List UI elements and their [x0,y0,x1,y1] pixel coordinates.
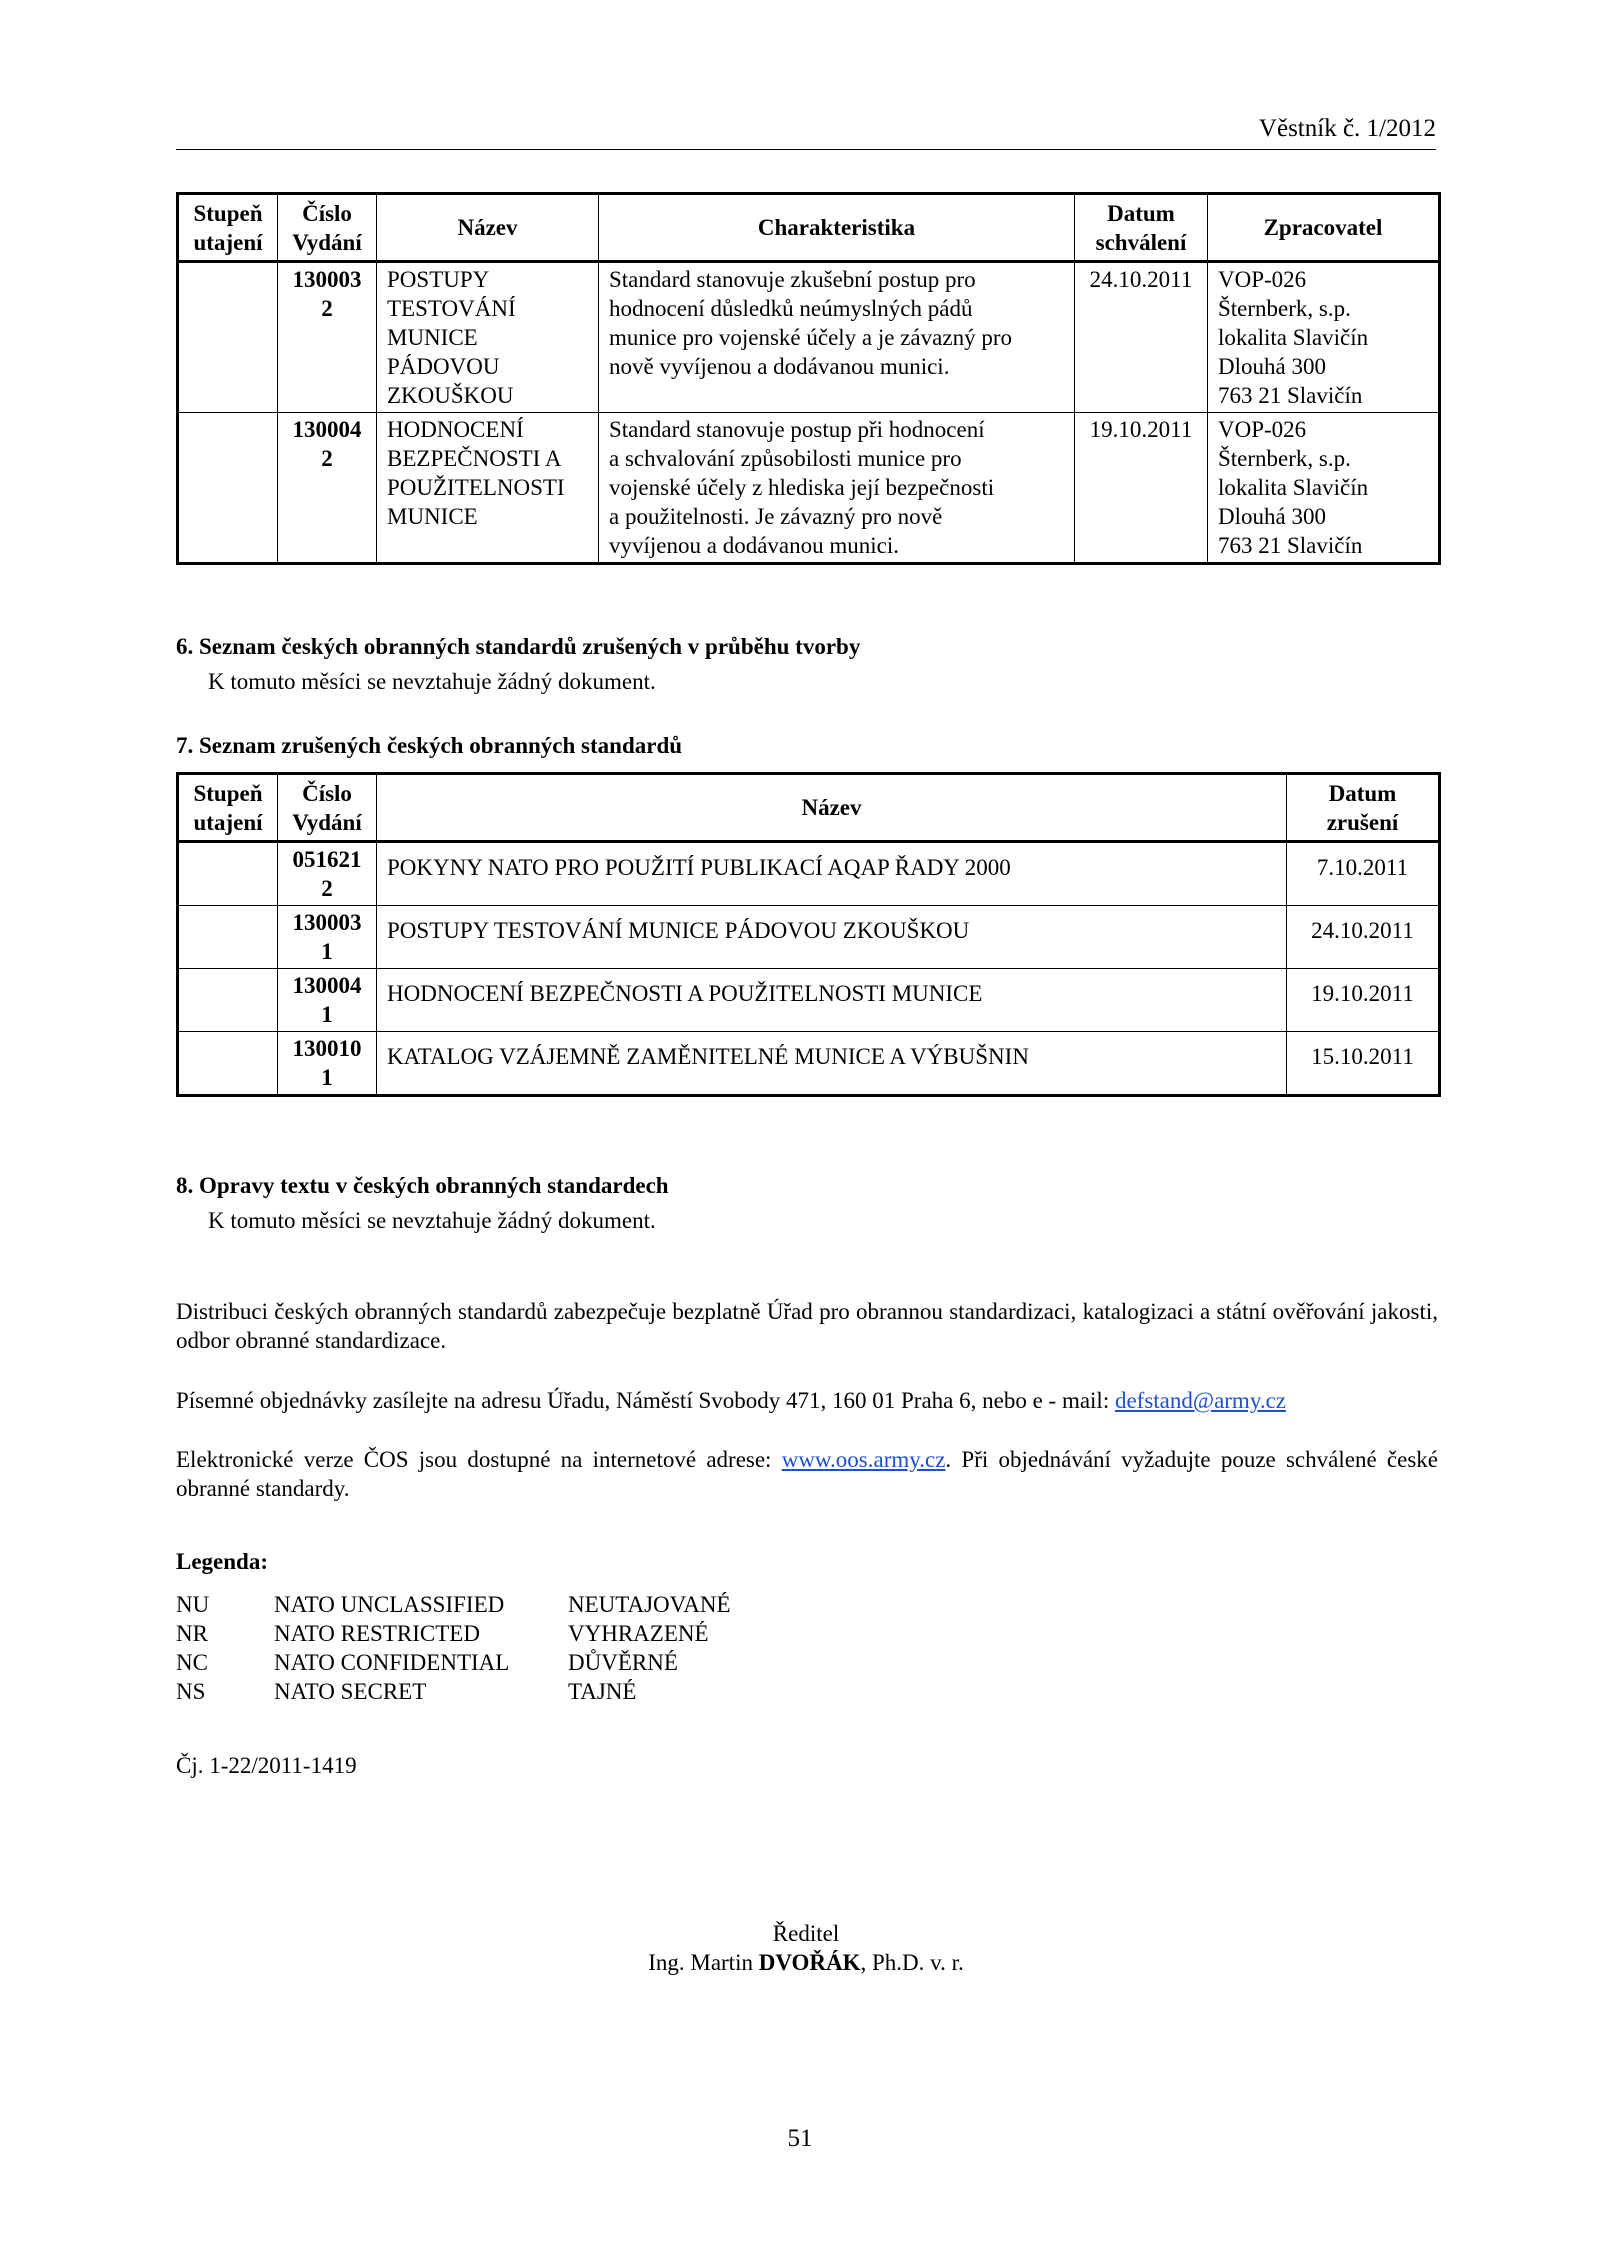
journal-title: Věstník č. 1/2012 [1258,115,1436,142]
table-row [178,906,1440,969]
website-link[interactable]: www.oos.army.cz [781,1447,946,1472]
legend-row [176,1648,731,1677]
cell-nazev [377,262,599,413]
legend-table [176,1590,731,1706]
legend-czech: NEUTAJOVANÉ [568,1592,731,1617]
nazev-line: POUŽITELNOSTI [387,475,565,500]
cell-datum-zruseni: 15.10.2011 [1287,1032,1440,1096]
section-6-title: 6. Seznam českých obranných standardů zrušených v průběhu tvorby [176,634,861,659]
cell-datum: 19.10.2011 [1075,413,1208,564]
edition-number: 1 [321,939,333,964]
table-header-row [178,194,1440,262]
table-row [178,1032,1440,1096]
cell-cislo [278,1032,377,1096]
table-header-row [178,774,1440,842]
signature-surname: DVOŘÁK [758,1950,861,1975]
zpracovatel-line: VOP-026 [1218,417,1307,442]
section-8-title: 8. Opravy textu v českých obranných standardech [176,1173,669,1198]
cell-stupen [178,969,278,1032]
section-6-note: K tomuto měsíci se nevztahuje žádný dokument. [208,669,656,694]
legend-title: Legenda: [176,1549,268,1574]
legend-code: NC [176,1650,208,1675]
zpracovatel-line: 763 21 Slavičín [1218,533,1363,558]
signature-name [176,1948,1436,1977]
table-row [178,969,1440,1032]
charakteristika-line: a schvalování způsobilosti munice pro [609,446,962,471]
cancelled-standards-table [176,772,1441,1097]
charakteristika-line: a použitelnosti. Je závazný pro nově [609,504,943,529]
nazev-line: TESTOVÁNÍ [387,296,516,321]
standard-number: 130004 [292,417,362,442]
cell-datum: 24.10.2011 [1075,262,1208,413]
nazev-line: HODNOCENÍ [387,417,524,442]
legend-english: NATO RESTRICTED [274,1621,480,1646]
cell-nazev [377,413,599,564]
zpracovatel-line: Dlouhá 300 [1218,504,1326,529]
cell-charakteristika [599,413,1075,564]
table-row [178,842,1440,906]
cell-charakteristika [599,262,1075,413]
section-8-note: K tomuto měsíci se nevztahuje žádný dokument. [208,1208,656,1233]
edition-number: 2 [321,876,333,901]
zpracovatel-line: Šternberk, s.p. [1218,446,1351,471]
zpracovatel-line: VOP-026 [1218,267,1307,292]
cell-stupen [178,906,278,969]
cell-cislo [278,262,377,413]
reference-number: Čj. 1-22/2011-1419 [176,1753,357,1778]
cell-zpracovatel [1208,413,1440,564]
table-row [178,262,1440,413]
cell-datum-zruseni: 7.10.2011 [1287,842,1440,906]
legend-code: NS [176,1679,206,1704]
nazev-line: PÁDOVOU [387,354,500,379]
cell-stupen [178,1032,278,1096]
legend-row [176,1590,731,1619]
legend-english: NATO CONFIDENTIAL [274,1650,510,1675]
legend-czech: TAJNÉ [568,1679,637,1704]
zpracovatel-line: lokalita Slavičín [1218,325,1369,350]
zpracovatel-line: 763 21 Slavičín [1218,383,1363,408]
charakteristika-line: hodnocení důsledků neúmyslných pádů [609,296,973,321]
col-header-charakteristika: Charakteristika [599,194,1075,262]
col-header-cislo: Číslo Vydání [278,774,377,842]
orders-paragraph [176,1386,1438,1415]
electronic-text-after: . Při objednávání vyžadujte pouze schválené české obranné standardy. [176,1447,1438,1501]
edition-number: 2 [321,296,333,321]
col-header-zpracovatel: Zpracovatel [1208,194,1440,262]
standard-number: 130004 [292,973,362,998]
orders-text: Písemné objednávky zasílejte na adresu Úřadu, Náměstí Svobody 471, 160 01 Praha 6, nebo e - mail: [176,1388,1115,1413]
col-header-stupen: Stupeň utajení [178,774,278,842]
cell-nazev: KATALOG VZÁJEMNĚ ZAMĚNITELNÉ MUNICE A VÝBUŠNIN [377,1032,1287,1096]
signature-name-prefix: Ing. Martin [648,1950,759,1975]
cell-cislo [278,413,377,564]
legend-code: NU [176,1592,210,1617]
section-7-title: 7. Seznam zrušených českých obranných standardů [176,733,683,758]
page-header [176,114,1436,150]
col-header-datum: Datum schválení [1075,194,1208,262]
legend-code: NR [176,1621,208,1646]
edition-number: 1 [321,1065,333,1090]
cell-datum-zruseni: 19.10.2011 [1287,969,1440,1032]
legend-row [176,1677,731,1706]
electronic-text-before: Elektronické verze ČOS jsou dostupné na internetové adrese: [176,1447,782,1472]
charakteristika-line: nově vyvíjenou a dodávanou munici. [609,354,950,379]
electronic-paragraph [176,1445,1438,1503]
nazev-line: POSTUPY [387,267,490,292]
distribution-paragraph: Distribuci českých obranných standardů zabezpečuje bezplatně Úřad pro obrannou standardizaci, katalogizaci a státní ověřování jakosti, odbor obranné standardizace. [176,1299,1438,1353]
cell-cislo [278,969,377,1032]
nazev-line: MUNICE [387,504,478,529]
cell-datum-zruseni: 24.10.2011 [1287,906,1440,969]
edition-number: 2 [321,446,333,471]
legend-row [176,1619,731,1648]
cell-nazev: POKYNY NATO PRO POUŽITÍ PUBLIKACÍ AQAP ŘADY 2000 [377,842,1287,906]
nazev-line: ZKOUŠKOU [387,383,514,408]
standard-number: 130010 [292,1036,362,1061]
cell-nazev: HODNOCENÍ BEZPEČNOSTI A POUŽITELNOSTI MUNICE [377,969,1287,1032]
nazev-line: MUNICE [387,325,478,350]
charakteristika-line: vojenské účely z hlediska její bezpečnosti [609,475,995,500]
nazev-line: BEZPEČNOSTI A [387,446,562,471]
legend-czech: DŮVĚRNÉ [568,1650,678,1675]
charakteristika-line: Standard stanovuje postup při hodnocení [609,417,985,442]
standard-number: 051621 [292,847,362,872]
cell-stupen [178,262,278,413]
legend-czech: VYHRAZENÉ [568,1621,709,1646]
charakteristika-line: munice pro vojenské účely a je závazný pro [609,325,1012,350]
charakteristika-line: Standard stanovuje zkušební postup pro [609,267,976,292]
col-header-cislo: Číslo Vydání [278,194,377,262]
cell-nazev: POSTUPY TESTOVÁNÍ MUNICE PÁDOVOU ZKOUŠKOU [377,906,1287,969]
cell-stupen [178,842,278,906]
cell-zpracovatel [1208,262,1440,413]
zpracovatel-line: Dlouhá 300 [1218,354,1326,379]
standard-number: 130003 [292,267,362,292]
table-row [178,413,1440,564]
cell-cislo [278,842,377,906]
legend-english: NATO SECRET [274,1679,427,1704]
standard-number: 130003 [292,910,362,935]
page-number: 51 [787,2125,813,2152]
cell-stupen [178,413,278,564]
cell-cislo [278,906,377,969]
zpracovatel-line: lokalita Slavičín [1218,475,1369,500]
zpracovatel-line: Šternberk, s.p. [1218,296,1351,321]
signature-name-suffix: , Ph.D. v. r. [860,1950,964,1975]
standards-table [176,192,1441,565]
col-header-stupen: Stupeň utajení [178,194,278,262]
col-header-datum-zruseni: Datum zrušení [1287,774,1440,842]
email-link[interactable]: defstand@army.cz [1114,1388,1286,1413]
col-header-nazev: Název [377,194,599,262]
signature-role: Ředitel [772,1921,840,1946]
legend-english: NATO UNCLASSIFIED [274,1592,505,1617]
charakteristika-line: vyvíjenou a dodávanou munici. [609,533,899,558]
edition-number: 1 [321,1002,333,1027]
col-header-nazev: Název [377,774,1287,842]
